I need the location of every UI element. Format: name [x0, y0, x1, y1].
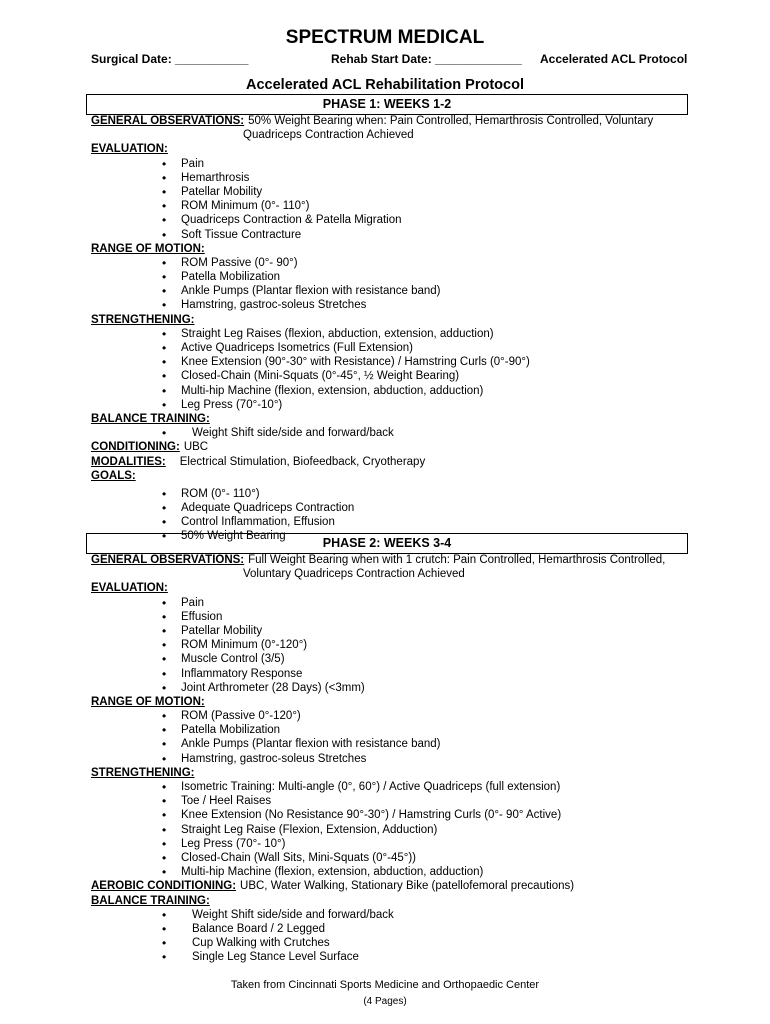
aerobic-conditioning-label: AEROBIC CONDITIONING: — [91, 880, 237, 893]
list-item: • Weight Shift side/side and forward/back — [91, 908, 711, 922]
general-observations-text: Full Weight Bearing when with 1 crutch: Pain Controlled, Hemarthrosis Controlled, — [248, 554, 666, 566]
rehab-start-date: Rehab Start Date: _____________ — [331, 52, 522, 66]
list-item: • ROM Minimum (0°- 110°) — [91, 199, 711, 213]
list-item: • Control Inflammation, Effusion — [91, 515, 711, 529]
modalities-value: Electrical Stimulation, Biofeedback, Cryotherapy — [179, 455, 426, 468]
list-item: • Adequate Quadriceps Contraction — [91, 501, 711, 515]
org-title: SPECTRUM MEDICAL — [285, 27, 485, 48]
list-item: • Toe / Heel Raises — [91, 794, 711, 808]
phase2-section — [91, 553, 711, 964]
phase1-section — [91, 114, 711, 544]
document-title: Accelerated ACL Rehabilitation Protocol — [246, 77, 524, 93]
evaluation-list — [91, 596, 711, 695]
list-item: • ROM (0°- 110°) — [91, 487, 711, 501]
list-item: • ROM Minimum (0°-120°) — [91, 638, 711, 652]
evaluation-label: EVALUATION: — [91, 143, 168, 156]
footer-source: Taken from Cincinnati Sports Medicine and Orthopaedic Center — [230, 979, 540, 991]
conditioning-value: UBC — [183, 441, 209, 454]
modalities-label: MODALITIES: — [91, 455, 166, 468]
list-item: • Pain — [91, 596, 711, 610]
list-item: • Closed-Chain (Mini-Squats (0°-45°, ½ Weight Bearing) — [91, 369, 711, 383]
list-item: • 50% Weight Bearing — [91, 529, 711, 543]
list-item: • Hamstring, gastroc-soleus Stretches — [91, 752, 711, 766]
list-item: • Cup Walking with Crutches — [91, 936, 711, 950]
strengthening-list — [91, 780, 711, 879]
range-of-motion-list — [91, 709, 711, 766]
surgical-date: Surgical Date: ___________ — [91, 52, 249, 66]
phase1-header: PHASE 1: WEEKS 1-2 — [86, 94, 688, 115]
list-item: • Isometric Training: Multi-angle (0°, 60°) / Active Quadriceps (full extension) — [91, 780, 711, 794]
strengthening-list — [91, 327, 711, 412]
list-item: • Balance Board / 2 Legged — [91, 922, 711, 936]
list-item: • Knee Extension (90°-30° with Resistance) / Hamstring Curls (0°-90°) — [91, 355, 711, 369]
list-item: • Quadriceps Contraction & Patella Migration — [91, 213, 711, 227]
list-item: • Knee Extension (No Resistance 90°-30°) / Hamstring Curls (0°- 90° Active) — [91, 808, 711, 822]
list-item: • Multi-hip Machine (flexion, extension, abduction, adduction) — [91, 865, 711, 879]
conditioning-label: CONDITIONING: — [91, 441, 180, 454]
general-observations-label: GENERAL OBSERVATIONS: — [91, 554, 245, 566]
aerobic-conditioning-value: UBC, Water Walking, Stationary Bike (patellofemoral precautions) — [240, 880, 575, 893]
footer-page-count: (4 Pages) — [363, 996, 407, 1007]
general-observations-text-cont: Quadriceps Contraction Achieved — [243, 129, 414, 142]
phase2-header: PHASE 2: WEEKS 3-4 — [86, 533, 688, 554]
list-item: • Leg Press (70°-10°) — [91, 398, 711, 412]
list-item: • Straight Leg Raise (Flexion, Extension, Adduction) — [91, 823, 711, 837]
list-item: • Ankle Pumps (Plantar flexion with resistance band) — [91, 737, 711, 751]
list-item: • Single Leg Stance Level Surface — [91, 950, 711, 964]
range-of-motion-list — [91, 256, 711, 313]
evaluation-list — [91, 157, 711, 242]
general-observations-text: 50% Weight Bearing when: Pain Controlled, Hemarthrosis Controlled, Voluntary — [248, 115, 654, 127]
list-item: • Active Quadriceps Isometrics (Full Extension) — [91, 341, 711, 355]
list-item: • Hemarthrosis — [91, 171, 711, 185]
list-item: • Leg Press (70°- 10°) — [91, 837, 711, 851]
list-item: • Straight Leg Raises (flexion, abduction, extension, adduction) — [91, 327, 711, 341]
list-item: • Patella Mobilization — [91, 723, 711, 737]
list-item: • Effusion — [91, 610, 711, 624]
list-item: • Muscle Control (3/5) — [91, 652, 711, 666]
list-item: • Pain — [91, 157, 711, 171]
balance-training-list — [91, 426, 711, 440]
strengthening-label: STRENGTHENING: — [91, 766, 195, 779]
list-item: • Soft Tissue Contracture — [91, 228, 711, 242]
general-observations-text-cont: Voluntary Quadriceps Contraction Achieved — [243, 568, 465, 581]
list-item: • Patellar Mobility — [91, 185, 711, 199]
list-item: • Multi-hip Machine (flexion, extension, abduction, adduction) — [91, 384, 711, 398]
list-item: • ROM Passive (0°- 90°) — [91, 256, 711, 270]
list-item: • Joint Arthrometer (28 Days) (<3mm) — [91, 681, 711, 695]
strengthening-label: STRENGTHENING: — [91, 313, 195, 326]
general-observations-label: GENERAL OBSERVATIONS: — [91, 115, 245, 127]
balance-training-label: BALANCE TRAINING: — [91, 412, 210, 425]
goals-label: GOALS: — [91, 469, 136, 482]
list-item: • ROM (Passive 0°-120°) — [91, 709, 711, 723]
list-item: • Inflammatory Response — [91, 667, 711, 681]
list-item: • Patellar Mobility — [91, 624, 711, 638]
list-item: • Closed-Chain (Wall Sits, Mini-Squats (0°-45°)) — [91, 851, 711, 865]
list-item: • Ankle Pumps (Plantar flexion with resistance band) — [91, 284, 711, 298]
list-item: • Weight Shift side/side and forward/back — [91, 426, 711, 440]
evaluation-label: EVALUATION: — [91, 582, 168, 595]
list-item: • Hamstring, gastroc-soleus Stretches — [91, 298, 711, 312]
range-of-motion-label: RANGE OF MOTION: — [91, 242, 205, 255]
balance-training-list — [91, 908, 711, 965]
protocol-label: Accelerated ACL Protocol — [540, 52, 688, 66]
list-item: • Patella Mobilization — [91, 270, 711, 284]
balance-training-label: BALANCE TRAINING: — [91, 894, 210, 907]
range-of-motion-label: RANGE OF MOTION: — [91, 695, 205, 708]
